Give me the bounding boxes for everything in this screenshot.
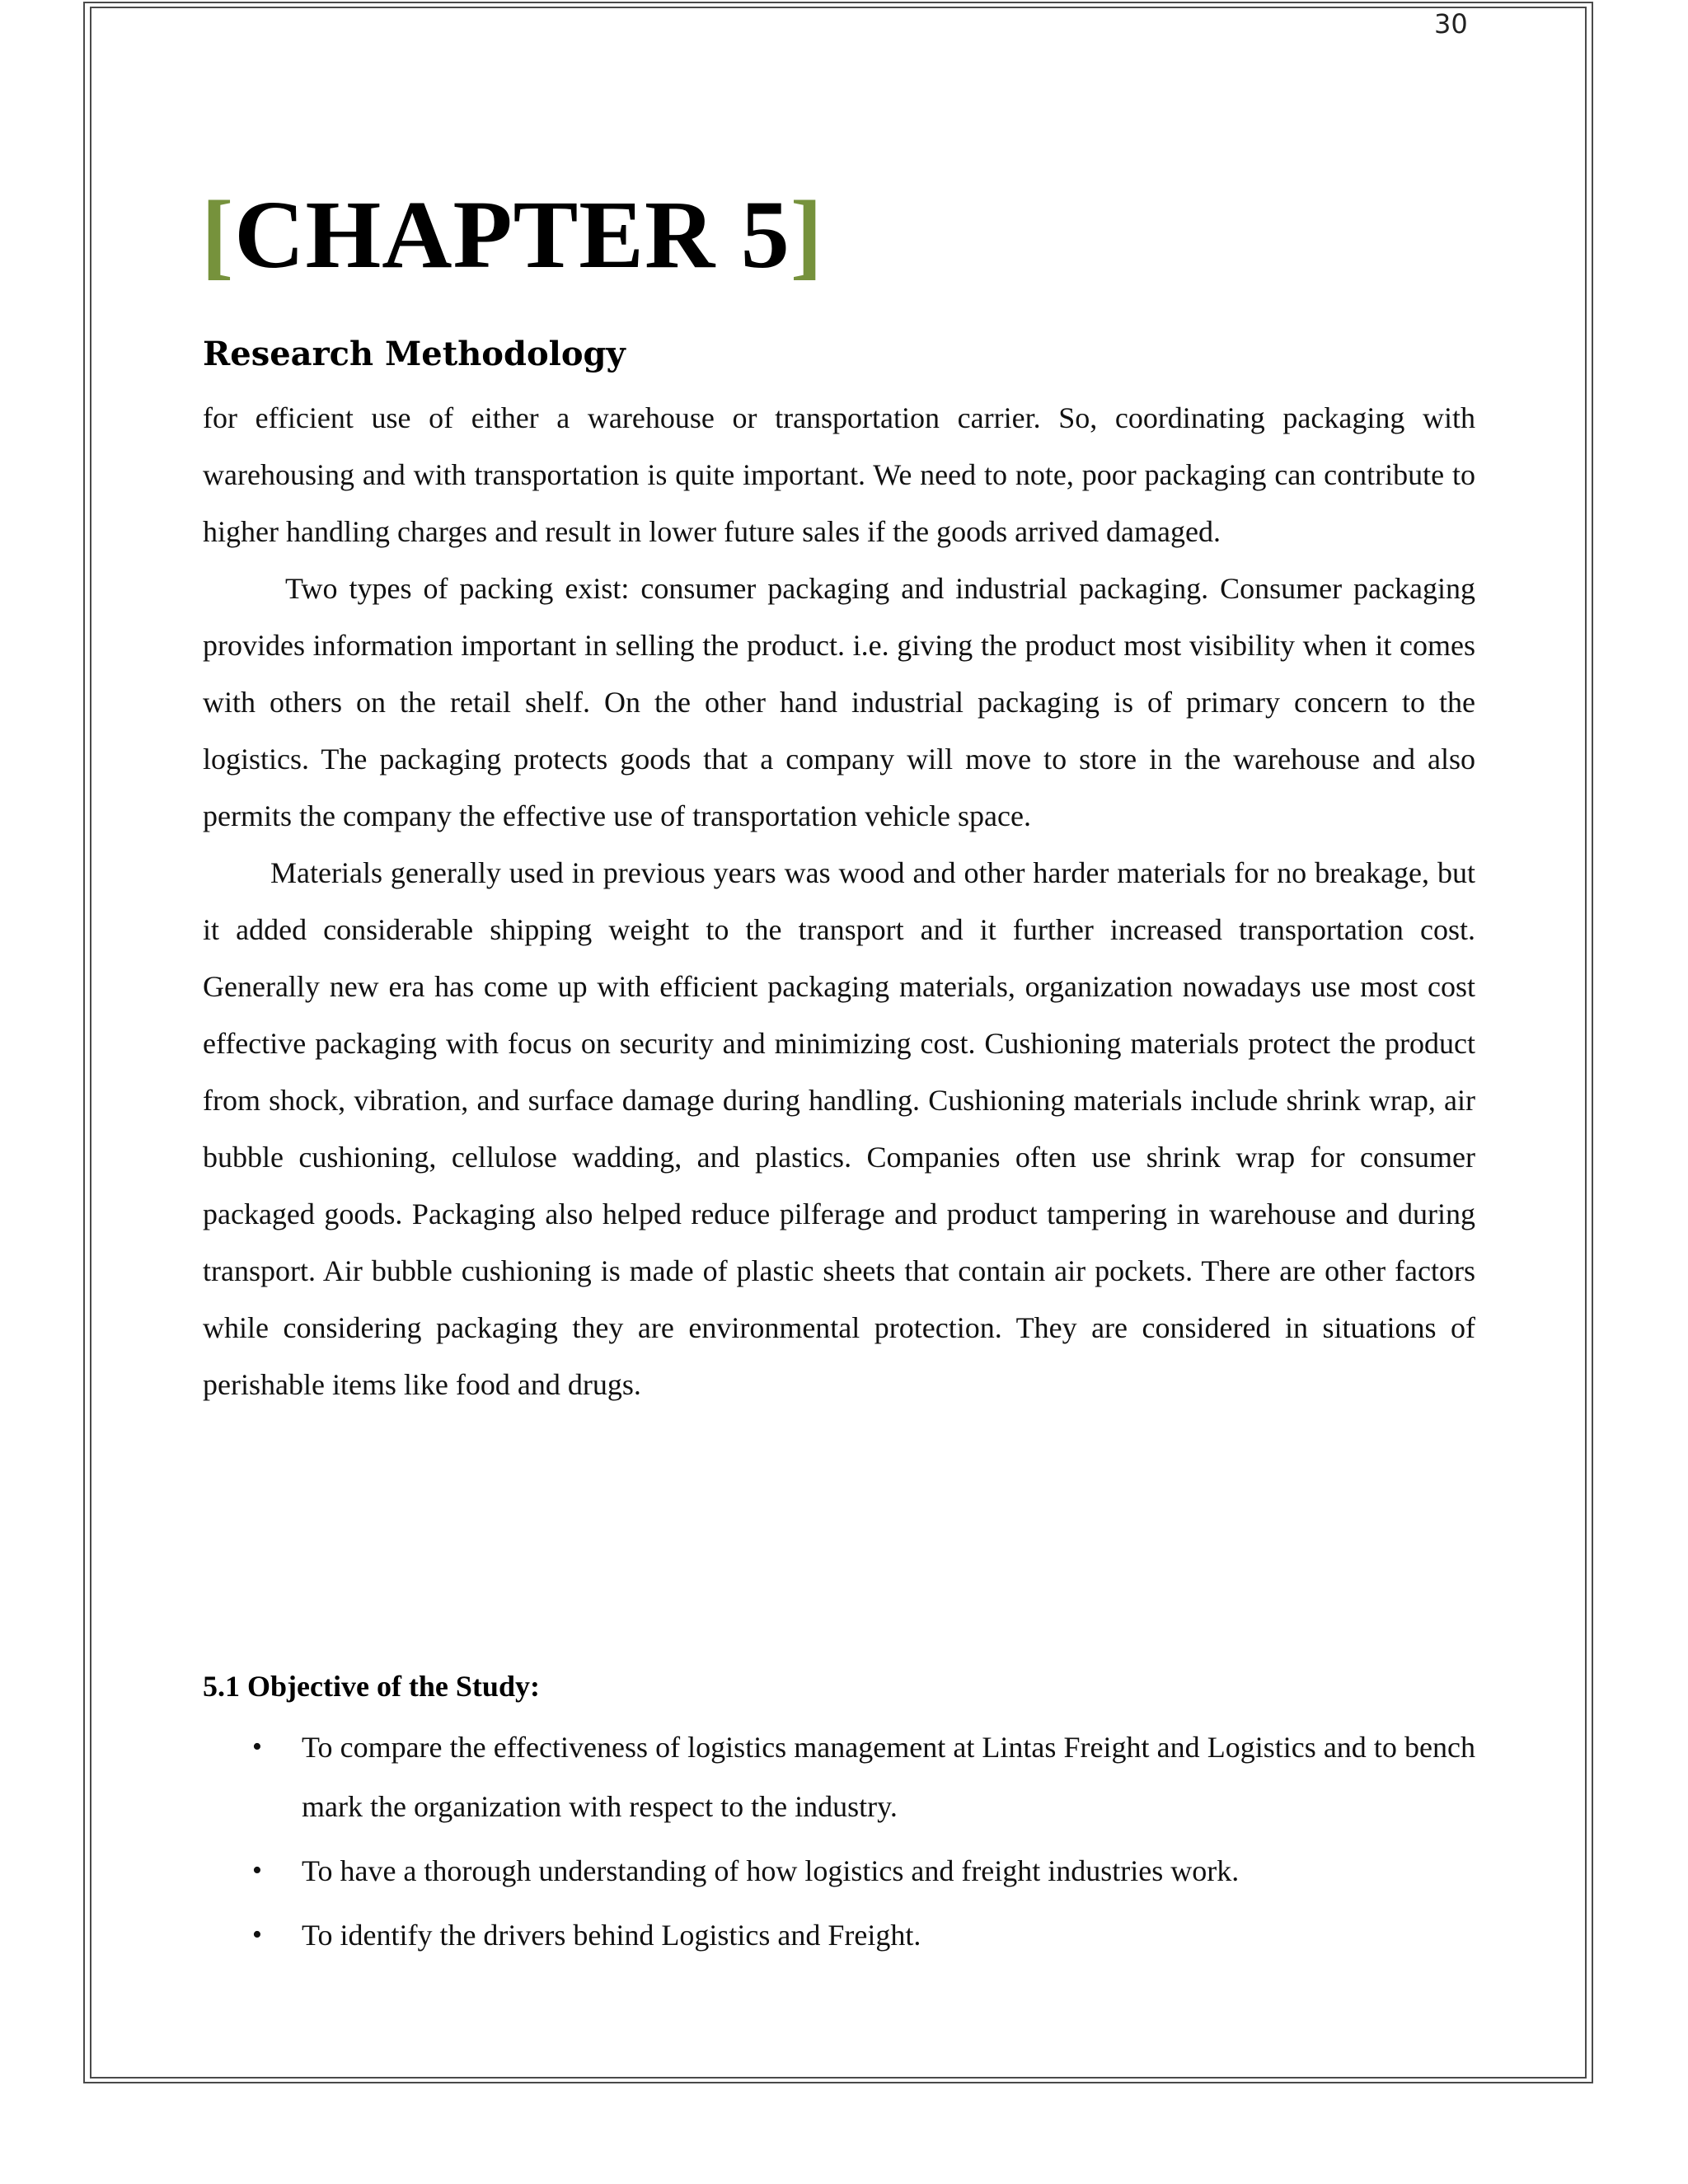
- objective-list: [203, 1718, 1475, 1970]
- bullet-icon: •: [252, 1732, 262, 1762]
- chapter-title: [201, 181, 823, 288]
- paragraph-materials: Materials generally used in previous years was wood and other harder materials for no breakage, but it added considerable shipping weight to the transport and it further increased transportation cost. Generally new era has come up with efficient packaging materials, organization nowadays use most cost effective packaging with focus on security and minimizing cost. Cushioning materials protect the product from shock, vibration, and surface damage during handling. Cushioning materials include shrink wrap, air bubble cushioning, cellulose wadding, and plastics. Companies often use shrink wrap for consumer packaged goods. Packaging also helped reduce pilferage and product tampering in warehouse and during transport. Air bubble cushioning is made of plastic sheets that contain air pockets. There are other factors while considering packaging they are environmental protection. They are considered in situations of perishable items like food and drugs.: [203, 856, 1475, 1401]
- page-number: 30: [1434, 8, 1468, 40]
- objective-heading: 5.1 Objective of the Study:: [203, 1670, 540, 1703]
- paragraph-packing-types: Two types of packing exist: consumer packaging and industrial packaging. Consumer packaging provides information important in selling the product. i.e. giving the product most visibility when it comes with others on the retail shelf. On the other hand industrial packaging is of primary concern to the logistics. The packaging protects goods that a company will move to store in the warehouse and also permits the company the effective use of transportation vehicle space.: [203, 572, 1475, 832]
- chapter-close-bracket: ]: [790, 180, 824, 288]
- objective-item: [203, 1718, 1475, 1836]
- objective-item: [203, 1905, 1475, 1965]
- objective-item-text: To have a thorough understanding of how logistics and freight industries work.: [302, 1854, 1240, 1887]
- objective-item-text: To identify the drivers behind Logistics and Freight.: [302, 1919, 921, 1952]
- section-title: Research Methodology: [203, 335, 626, 373]
- objective-item-text: To compare the effectiveness of logistics management at Lintas Freight and Logistics and to bench mark the organization with respect to the industry.: [302, 1731, 1475, 1823]
- body-text: [203, 390, 1475, 1413]
- bullet-icon: •: [252, 1919, 262, 1950]
- chapter-open-bracket: [: [201, 180, 235, 288]
- chapter-title-text: CHAPTER 5: [234, 180, 790, 288]
- objective-item: [203, 1841, 1475, 1900]
- paragraph-continuation: for efficient use of either a warehouse or transportation carrier. So, coordinating packaging with warehousing and with transportation is quite important. We need to note, poor packaging can contribute to higher handling charges and result in lower future sales if the goods arrived damaged.: [203, 401, 1475, 548]
- bullet-icon: •: [252, 1855, 262, 1886]
